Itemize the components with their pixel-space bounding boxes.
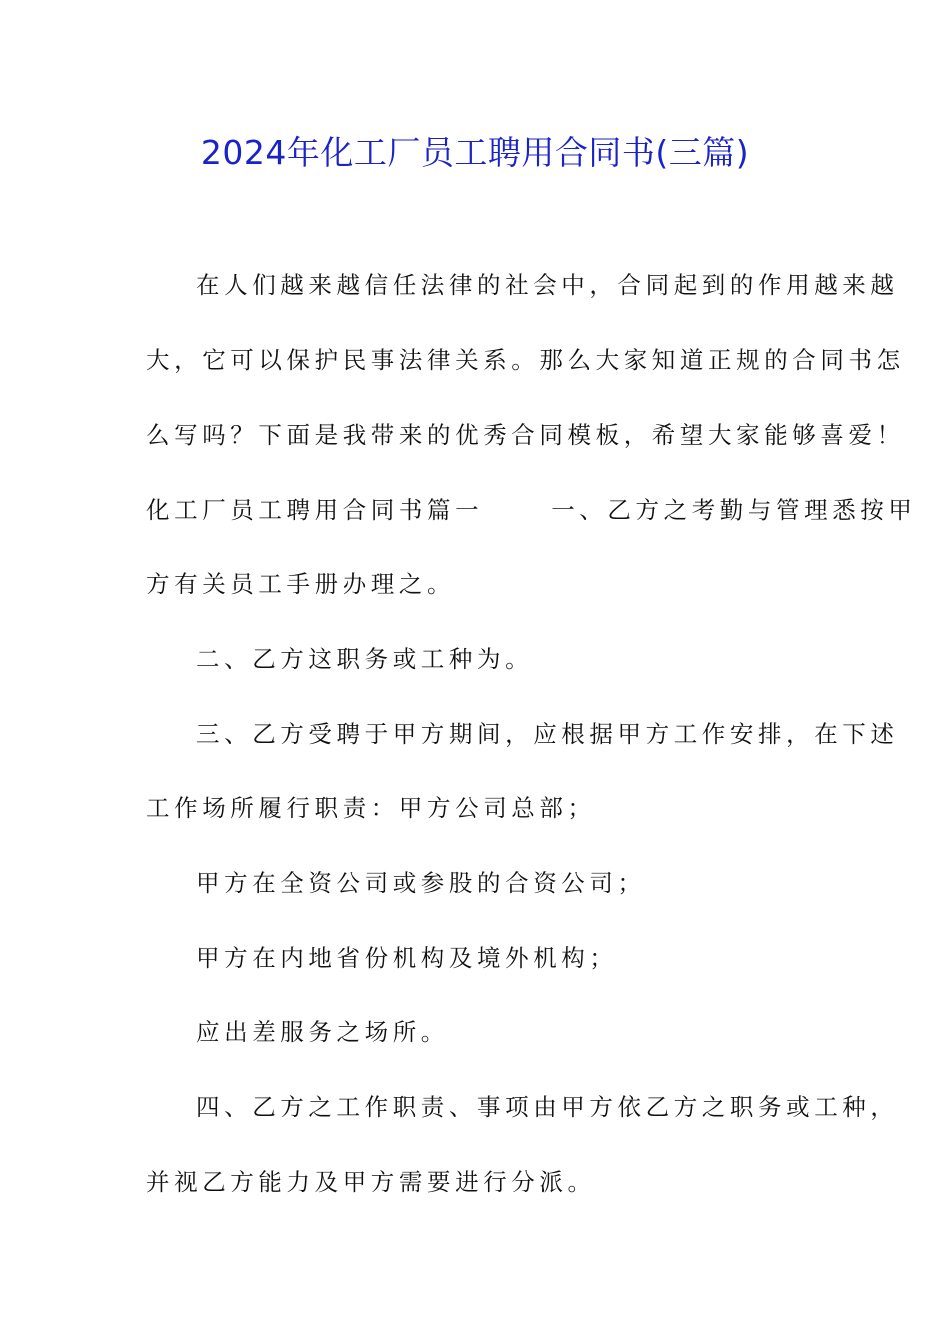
paragraph-line: 大，它可以保护民事法律关系。那么大家知道正规的合同书怎 <box>146 346 905 374</box>
section-heading: 化工厂员工聘用合同书篇一 <box>146 496 484 524</box>
paragraph-line: 四、乙方之工作职责、事项由甲方依乙方之职务或工种， <box>196 1093 899 1121</box>
paragraph-line: 三、乙方受聘于甲方期间，应根据甲方工作安排，在下述 <box>196 720 899 748</box>
paragraph-line: 甲方在内地省份机构及境外机构； <box>196 944 618 972</box>
paragraph-line: 应出差服务之场所。 <box>196 1018 449 1046</box>
paragraph-line: 并视乙方能力及甲方需要进行分派。 <box>146 1168 596 1196</box>
paragraph-line: 方有关员工手册办理之。 <box>146 570 456 598</box>
section-first-clause: 一、乙方之考勤与管理悉按甲 <box>551 496 917 524</box>
paragraph-line: 么写吗？下面是我带来的优秀合同模板，希望大家能够喜爱！ <box>146 421 905 449</box>
paragraph-line: 甲方在全资公司或参股的合资公司； <box>196 869 646 897</box>
paragraph-line: 工作场所履行职责：甲方公司总部； <box>146 794 596 822</box>
paragraph-line: 在人们越来越信任法律的社会中，合同起到的作用越来越 <box>196 271 899 299</box>
document-title: 2024年化工厂员工聘用合同书(三篇) <box>200 133 750 172</box>
section-heading-line <box>146 493 917 527</box>
paragraph-line: 二、乙方这职务或工种为。 <box>196 645 534 673</box>
